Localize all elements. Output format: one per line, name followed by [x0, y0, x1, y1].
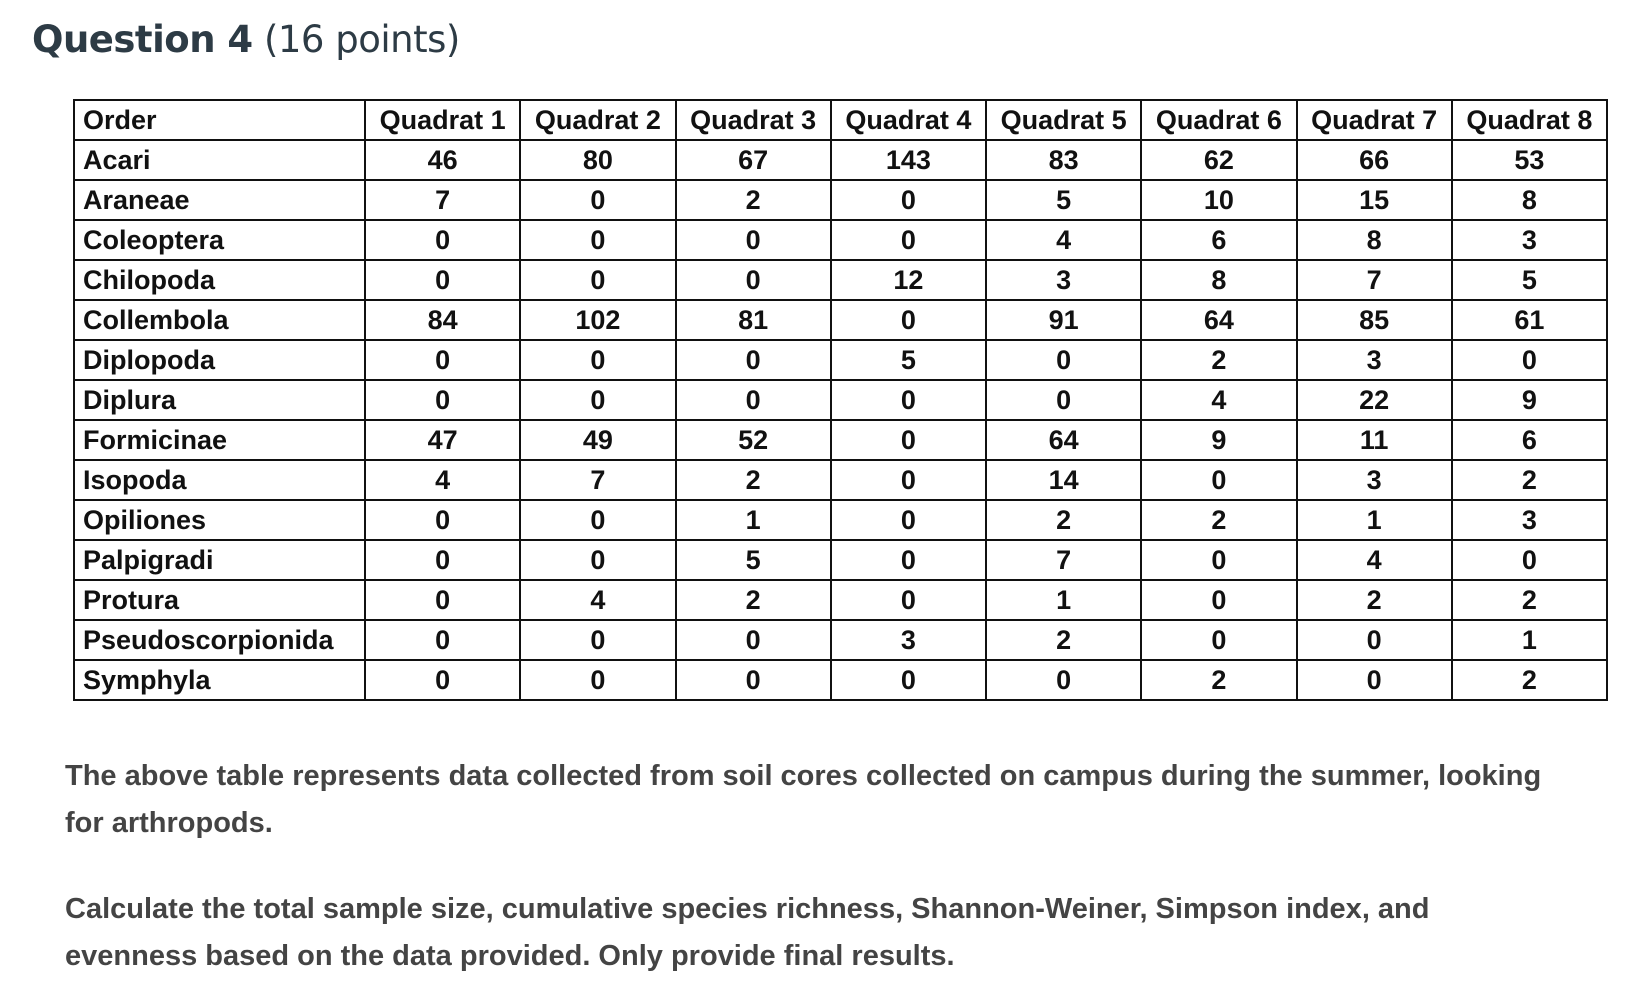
count-cell: 0 [1452, 340, 1607, 380]
count-cell: 8 [1297, 220, 1452, 260]
table-row [74, 180, 1607, 220]
count-cell: 0 [365, 220, 520, 260]
count-cell: 2 [1452, 660, 1607, 700]
count-cell: 0 [520, 540, 675, 580]
count-cell: 7 [986, 540, 1141, 580]
count-cell: 2 [1141, 500, 1296, 540]
order-name-cell: Diplopoda [74, 340, 365, 380]
column-header-quadrat-6: Quadrat 6 [1141, 100, 1296, 140]
count-cell: 91 [986, 300, 1141, 340]
count-cell: 102 [520, 300, 675, 340]
count-cell: 0 [831, 580, 986, 620]
table-body [74, 140, 1607, 700]
count-cell: 0 [1141, 540, 1296, 580]
count-cell: 0 [365, 580, 520, 620]
table-row [74, 620, 1607, 660]
count-cell: 5 [1452, 260, 1607, 300]
table-row [74, 300, 1607, 340]
count-cell: 2 [676, 460, 831, 500]
count-cell: 11 [1297, 420, 1452, 460]
count-cell: 12 [831, 260, 986, 300]
count-cell: 3 [1297, 340, 1452, 380]
count-cell: 2 [1141, 340, 1296, 380]
count-cell: 49 [520, 420, 675, 460]
count-cell: 143 [831, 140, 986, 180]
count-cell: 2 [1452, 460, 1607, 500]
count-cell: 1 [676, 500, 831, 540]
question-instructions: Calculate the total sample size, cumulative species richness, Shannon-Weiner, Simpson index, and evenness based on the data provided. Only provide final results. [65, 893, 1430, 972]
order-name-cell: Collembola [74, 300, 365, 340]
table-row [74, 420, 1607, 460]
order-name-cell: Opiliones [74, 500, 365, 540]
count-cell: 64 [986, 420, 1141, 460]
table-row [74, 460, 1607, 500]
count-cell: 0 [676, 260, 831, 300]
count-cell: 80 [520, 140, 675, 180]
table-row [74, 580, 1607, 620]
count-cell: 0 [831, 500, 986, 540]
count-cell: 3 [831, 620, 986, 660]
count-cell: 0 [365, 500, 520, 540]
count-cell: 4 [1297, 540, 1452, 580]
count-cell: 0 [365, 540, 520, 580]
column-header-quadrat-4: Quadrat 4 [831, 100, 986, 140]
count-cell: 0 [676, 340, 831, 380]
count-cell: 0 [520, 620, 675, 660]
question-header [32, 18, 460, 61]
table-description: The above table represents data collected from soil cores collected on campus during the summer, looking for arthropods. [65, 760, 1542, 839]
count-cell: 5 [986, 180, 1141, 220]
column-header-quadrat-1: Quadrat 1 [365, 100, 520, 140]
count-cell: 5 [831, 340, 986, 380]
order-name-cell: Acari [74, 140, 365, 180]
count-cell: 9 [1141, 420, 1296, 460]
count-cell: 0 [1141, 620, 1296, 660]
count-cell: 0 [831, 660, 986, 700]
count-cell: 64 [1141, 300, 1296, 340]
count-cell: 14 [986, 460, 1141, 500]
count-cell: 0 [1452, 540, 1607, 580]
count-cell: 5 [676, 540, 831, 580]
column-header-quadrat-7: Quadrat 7 [1297, 100, 1452, 140]
count-cell: 0 [1297, 620, 1452, 660]
count-cell: 7 [365, 180, 520, 220]
count-cell: 53 [1452, 140, 1607, 180]
count-cell: 15 [1297, 180, 1452, 220]
count-cell: 81 [676, 300, 831, 340]
order-name-cell: Pseudoscorpionida [74, 620, 365, 660]
count-cell: 46 [365, 140, 520, 180]
column-header-quadrat-5: Quadrat 5 [986, 100, 1141, 140]
count-cell: 0 [676, 220, 831, 260]
count-cell: 0 [365, 260, 520, 300]
order-name-cell: Araneae [74, 180, 365, 220]
table-row [74, 500, 1607, 540]
count-cell: 1 [986, 580, 1141, 620]
count-cell: 0 [676, 660, 831, 700]
count-cell: 0 [1141, 580, 1296, 620]
count-cell: 2 [986, 500, 1141, 540]
count-cell: 85 [1297, 300, 1452, 340]
count-cell: 84 [365, 300, 520, 340]
count-cell: 9 [1452, 380, 1607, 420]
count-cell: 1 [1452, 620, 1607, 660]
count-cell: 0 [1297, 660, 1452, 700]
arthropod-data-table [73, 99, 1608, 701]
count-cell: 67 [676, 140, 831, 180]
order-name-cell: Coleoptera [74, 220, 365, 260]
count-cell: 0 [520, 380, 675, 420]
count-cell: 83 [986, 140, 1141, 180]
count-cell: 4 [520, 580, 675, 620]
count-cell: 0 [1141, 460, 1296, 500]
count-cell: 10 [1141, 180, 1296, 220]
count-cell: 7 [1297, 260, 1452, 300]
count-cell: 3 [1452, 500, 1607, 540]
count-cell: 2 [1297, 580, 1452, 620]
count-cell: 22 [1297, 380, 1452, 420]
count-cell: 2 [1141, 660, 1296, 700]
order-name-cell: Diplura [74, 380, 365, 420]
count-cell: 0 [365, 660, 520, 700]
count-cell: 0 [520, 180, 675, 220]
count-cell: 3 [1297, 460, 1452, 500]
table-row [74, 140, 1607, 180]
count-cell: 0 [831, 460, 986, 500]
count-cell: 6 [1452, 420, 1607, 460]
count-cell: 0 [831, 220, 986, 260]
count-cell: 0 [831, 540, 986, 580]
count-cell: 0 [831, 380, 986, 420]
table-row [74, 540, 1607, 580]
count-cell: 4 [365, 460, 520, 500]
question-points: (16 points) [263, 18, 460, 61]
table-row [74, 340, 1607, 380]
table-row [74, 260, 1607, 300]
count-cell: 6 [1141, 220, 1296, 260]
count-cell: 8 [1141, 260, 1296, 300]
count-cell: 0 [986, 380, 1141, 420]
count-cell: 3 [986, 260, 1141, 300]
column-header-quadrat-8: Quadrat 8 [1452, 100, 1607, 140]
count-cell: 47 [365, 420, 520, 460]
count-cell: 8 [1452, 180, 1607, 220]
count-cell: 52 [676, 420, 831, 460]
count-cell: 0 [520, 660, 675, 700]
count-cell: 66 [1297, 140, 1452, 180]
count-cell: 0 [676, 620, 831, 660]
count-cell: 0 [831, 420, 986, 460]
count-cell: 2 [1452, 580, 1607, 620]
count-cell: 7 [520, 460, 675, 500]
count-cell: 0 [831, 300, 986, 340]
order-name-cell: Palpigradi [74, 540, 365, 580]
count-cell: 0 [520, 340, 675, 380]
column-header-quadrat-3: Quadrat 3 [676, 100, 831, 140]
count-cell: 62 [1141, 140, 1296, 180]
order-name-cell: Protura [74, 580, 365, 620]
count-cell: 2 [676, 180, 831, 220]
count-cell: 0 [520, 260, 675, 300]
count-cell: 2 [676, 580, 831, 620]
table-header-row [74, 100, 1607, 140]
count-cell: 61 [1452, 300, 1607, 340]
count-cell: 0 [520, 220, 675, 260]
count-cell: 4 [1141, 380, 1296, 420]
count-cell: 0 [676, 380, 831, 420]
count-cell: 3 [1452, 220, 1607, 260]
count-cell: 1 [1297, 500, 1452, 540]
column-header-quadrat-2: Quadrat 2 [520, 100, 675, 140]
count-cell: 0 [365, 620, 520, 660]
count-cell: 0 [831, 180, 986, 220]
question-title: Question 4 [32, 18, 253, 61]
order-name-cell: Formicinae [74, 420, 365, 460]
count-cell: 0 [365, 380, 520, 420]
count-cell: 0 [986, 340, 1141, 380]
order-name-cell: Symphyla [74, 660, 365, 700]
count-cell: 0 [520, 500, 675, 540]
order-name-cell: Isopoda [74, 460, 365, 500]
order-name-cell: Chilopoda [74, 260, 365, 300]
table-row [74, 220, 1607, 260]
table-row [74, 660, 1607, 700]
column-header-order: Order [74, 100, 365, 140]
count-cell: 0 [365, 340, 520, 380]
count-cell: 0 [986, 660, 1141, 700]
count-cell: 4 [986, 220, 1141, 260]
count-cell: 2 [986, 620, 1141, 660]
table-row [74, 380, 1607, 420]
